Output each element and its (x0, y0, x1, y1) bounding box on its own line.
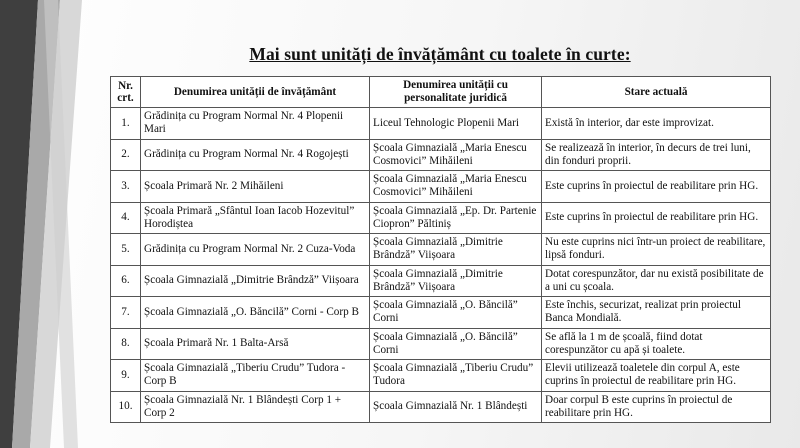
cell-status: Este cuprins în proiectul de reabilitare prin HG. (542, 202, 771, 234)
cell-unit: Grădinița cu Program Normal Nr. 4 Plopenii Mari (141, 108, 370, 140)
slide-title: Mai sunt unități de învățământ cu toalete în curte: (249, 44, 631, 64)
cell-legal-entity: Liceul Tehnologic Plopenii Mari (370, 108, 542, 140)
cell-unit: Școala Gimnazială „Dimitrie Brândză” Viișoara (141, 265, 370, 297)
header-status: Stare actuală (542, 77, 771, 108)
header-nr: Nr. crt. (111, 77, 141, 108)
cell-unit: Școala Primară Nr. 1 Balta-Arsă (141, 328, 370, 360)
cell-nr: 1. (111, 108, 141, 140)
cell-nr: 8. (111, 328, 141, 360)
cell-status: Nu este cuprins nici într-un proiect de reabilitare, lipsă fonduri. (542, 234, 771, 266)
cell-legal-entity: Școala Gimnazială „Maria Enescu Cosmovici” Mihăileni (370, 139, 542, 171)
cell-legal-entity: Școala Gimnazială „Ep. Dr. Partenie Ciopron” Păltiniș (370, 202, 542, 234)
cell-unit: Școala Primară „Sfântul Ioan Iacob Hozevitul” Horodiștea (141, 202, 370, 234)
table-row (111, 139, 771, 171)
cell-unit: Școala Gimnazială „O. Băncilă” Corni - Corp B (141, 297, 370, 329)
cell-legal-entity: Școala Gimnazială „Tiberiu Crudu” Tudora (370, 360, 542, 392)
cell-legal-entity: Școala Gimnazială „Dimitrie Brândză” Viișoara (370, 234, 542, 266)
table-row (111, 234, 771, 266)
table-row (111, 171, 771, 203)
cell-unit: Școala Primară Nr. 2 Mihăileni (141, 171, 370, 203)
cell-legal-entity: Școala Gimnazială Nr. 1 Blândești (370, 391, 542, 423)
header-row (111, 77, 771, 108)
table-row (111, 297, 771, 329)
cell-status: Este cuprins în proiectul de reabilitare prin HG. (542, 171, 771, 203)
cell-nr: 7. (111, 297, 141, 329)
table-row (111, 360, 771, 392)
table-row (111, 202, 771, 234)
cell-unit: Grădinița cu Program Normal Nr. 2 Cuza-Voda (141, 234, 370, 266)
cell-legal-entity: Școala Gimnazială „O. Băncilă” Corni (370, 328, 542, 360)
schools-table (110, 76, 771, 423)
cell-status: Dotat corespunzător, dar nu există posibilitate de a uni cu școala. (542, 265, 771, 297)
cell-legal-entity: Școala Gimnazială „Maria Enescu Cosmovici” Mihăileni (370, 171, 542, 203)
cell-nr: 3. (111, 171, 141, 203)
cell-nr: 5. (111, 234, 141, 266)
table-row (111, 328, 771, 360)
cell-nr: 9. (111, 360, 141, 392)
cell-status: Elevii utilizează toaletele din corpul A, este cuprins în proiectul de reabilitare prin HG. (542, 360, 771, 392)
cell-nr: 10. (111, 391, 141, 423)
header-unit: Denumirea unității de învățământ (141, 77, 370, 108)
header-legal-entity: Denumirea unității cu personalitate juridică (370, 77, 542, 108)
cell-unit: Școala Gimnazială Nr. 1 Blândești Corp 1 + Corp 2 (141, 391, 370, 423)
cell-status: Se realizează în interior, în decurs de trei luni, din fonduri proprii. (542, 139, 771, 171)
cell-unit: Școala Gimnazială „Tiberiu Crudu” Tudora - Corp B (141, 360, 370, 392)
table-row (111, 265, 771, 297)
cell-nr: 4. (111, 202, 141, 234)
cell-legal-entity: Școala Gimnazială „O. Băncilă” Corni (370, 297, 542, 329)
cell-status: Există în interior, dar este improvizat. (542, 108, 771, 140)
cell-legal-entity: Școala Gimnazială „Dimitrie Brândză” Viișoara (370, 265, 542, 297)
table-row (111, 391, 771, 423)
cell-nr: 2. (111, 139, 141, 171)
cell-unit: Grădinița cu Program Normal Nr. 4 Rogojești (141, 139, 370, 171)
cell-status: Doar corpul B este cuprins în proiectul de reabilitare prin HG. (542, 391, 771, 423)
cell-status: Se află la 1 m de școală, fiind dotat corespunzător cu apă și toalete. (542, 328, 771, 360)
cell-status: Este închis, securizat, realizat prin proiectul Banca Mondială. (542, 297, 771, 329)
table-row (111, 108, 771, 140)
cell-nr: 6. (111, 265, 141, 297)
